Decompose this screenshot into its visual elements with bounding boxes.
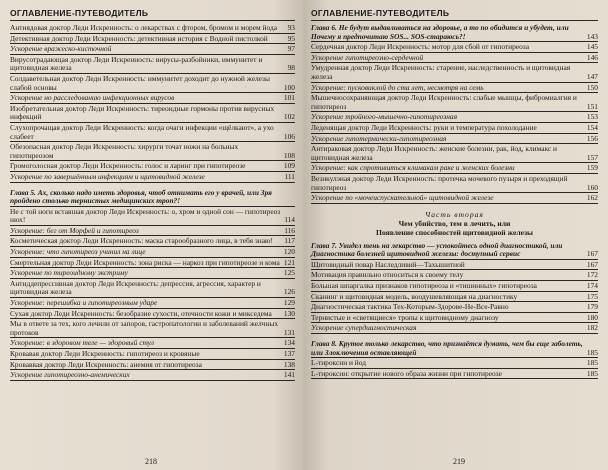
toc-entry xyxy=(10,35,295,45)
toc-entry-page: 179 xyxy=(586,302,598,312)
toc-entry-title: Смертельная доктор Леди Искренность: зона риска — наркоз при гипотиреозе и кома xyxy=(10,257,280,267)
toc-entry xyxy=(311,94,598,112)
toc-entry xyxy=(10,94,295,104)
toc-entry-title: Умудренная доктор Леди Искренность: старение, наследственность и щитовидная железа xyxy=(311,63,571,81)
toc-entry xyxy=(311,113,598,123)
toc-entry-title: Антиядовая доктор Леди Искренность: о лекарствах с фтором, бромом и морем йода xyxy=(10,23,278,32)
toc-entry xyxy=(311,340,598,358)
toc-entry-page: 167 xyxy=(586,259,598,269)
toc-entry-page: 167 xyxy=(586,249,598,259)
toc-entry-title: Ускорение: перешибка и гипотиреозным ударе xyxy=(10,298,158,308)
toc-entry xyxy=(10,248,295,258)
toc-entry-title: Кроваввая доктор Леди Искренность: анемия от гипотиреоза xyxy=(10,359,202,369)
toc-entry xyxy=(10,310,295,320)
toc-entry xyxy=(10,237,295,247)
toc-entry-page: 126 xyxy=(283,287,295,297)
toc-entry xyxy=(10,143,295,161)
toc-entry-title: L-тироксин и йод xyxy=(311,358,366,368)
toc-entry xyxy=(311,164,598,174)
toc-entry-page: 172 xyxy=(586,270,598,280)
toc-entry-title: Мышечносохраняющая доктор Леди Искренность: слабые мышцы, фибромиалгия и гипотиреоз xyxy=(311,93,577,111)
toc-entry-title: Глава 8. Крутое только лекарство, что признаётся думать, чем бы еще заболеть, или Злоключения оставляющей xyxy=(311,339,583,357)
toc-entry xyxy=(10,227,295,237)
toc-entry xyxy=(10,162,295,172)
toc-entry-title: Ускорение вражеско-кисточной xyxy=(10,44,112,54)
toc-entry xyxy=(311,194,598,204)
page-header-right: ОГЛАВЛЕНИЕ-ПУТЕВОДИТЕЛЬ xyxy=(311,8,598,21)
toc-entry-title: Сканинг и щитовидная модель, воодушевляющая на диагностику xyxy=(311,291,518,301)
toc-entry-title: Ускорение: бег от Морфей и гипотиреоз xyxy=(10,225,139,235)
toc-entry xyxy=(10,361,295,371)
toc-entry xyxy=(311,124,598,134)
toc-entry xyxy=(10,45,295,55)
toc-entry xyxy=(311,314,598,324)
toc-entry xyxy=(311,84,598,94)
toc-entry-title: Мы в ответе за тех, кого лечили от запоров, гастропатологии и заболеваний желчных протоков xyxy=(10,319,279,337)
toc-entry-page: 185 xyxy=(586,368,598,378)
toc-entry-page: 106 xyxy=(283,131,295,141)
toc-entry-title: Глава 7. Увидел тень на лекарство — успокойтесь одной диагностикой, или Диагностика болезней щитовидной железы: доступный сервис xyxy=(311,240,563,259)
toc-entry-page: 125 xyxy=(283,268,295,278)
toc-entry-page: 134 xyxy=(283,338,295,348)
toc-entry-page: 159 xyxy=(586,163,598,173)
toc-entry-title: Солдаветельная доктор Леди Искренность: иммунитет доходит до нужной железы слабой основы xyxy=(10,73,270,92)
toc-entry-page: 175 xyxy=(586,291,598,301)
toc-entry xyxy=(311,54,598,64)
toc-list-left xyxy=(10,24,295,381)
toc-entry-page: 131 xyxy=(283,327,295,337)
toc-entry-page: 95 xyxy=(287,33,295,43)
toc-entry-page: 180 xyxy=(586,312,598,322)
toc-entry xyxy=(10,208,295,226)
toc-entry-title: Ускорение: пусковиклой до ста лет, несмотря на семь xyxy=(311,82,484,92)
toc-entry-title: Ускорение гипотиреозно-сердечной xyxy=(311,52,424,62)
toc-entry-page: 156 xyxy=(586,133,598,143)
toc-entry-title: Щитовидный повар Наследливий—Тахышитной xyxy=(311,259,465,269)
toc-entry-page: 98 xyxy=(287,63,295,73)
toc-entry xyxy=(10,173,295,183)
toc-entry-page: 154 xyxy=(586,122,598,132)
part-heading: Появление способностей щитовидной железы xyxy=(376,227,533,237)
toc-entry-title: Антиддепрессивная доктор Леди Искренность: депрессия, агрессия, характер и щитовидная железа xyxy=(10,278,261,297)
toc-entry-title: Глава 5. Ах, сколько надо иметь здоровья, чтоб отнимать его у врачей, или Зря пройдено столько тернистых медицинских троп?! xyxy=(10,187,272,206)
toc-entry xyxy=(311,242,598,260)
toc-entry xyxy=(311,293,598,303)
toc-entry-title: Косметическая доктор Леди Искренность: маска старообразного лица, в тебя знаю! xyxy=(10,236,273,246)
toc-entry xyxy=(10,350,295,360)
toc-entry-page: 109 xyxy=(283,161,295,171)
toc-entry xyxy=(311,135,598,145)
toc-entry-title: Детективная доктор Леди Искренность: детективная история с Водной пистолкой xyxy=(10,33,268,43)
toc-entry-title: Тернистые и «светящиеся» тропы к щитовидному диагнозу xyxy=(311,312,499,322)
toc-entry-page: 185 xyxy=(586,347,598,357)
toc-entry xyxy=(311,64,598,82)
toc-entry-page: 101 xyxy=(283,93,295,103)
toc-entry-page: 185 xyxy=(586,358,598,368)
toc-entry-title: Обезопасная доктор Леди Искренность: хирурги точат ножи на больных гипотиреозом xyxy=(10,142,239,160)
toc-entry-page: 100 xyxy=(283,82,295,92)
toc-entry-title: Большая шпаргалка признаков гипотиреоза и «тишинных» гипотиреоза xyxy=(311,281,537,291)
toc-entry-title: Антираковая доктор Леди Искренность: женские болезни, рак, йод, климакс и щитовидная железа xyxy=(311,144,557,162)
toc-entry xyxy=(311,261,598,271)
toc-entry-page: 129 xyxy=(283,298,295,308)
toc-entry-title: Ускорение: в здоровом теле — здоровый стул xyxy=(10,338,154,348)
toc-entry-title: Кровавая доктор Леди Искренность: гипотиреоз и кровяные xyxy=(10,349,200,358)
toc-entry xyxy=(311,303,598,313)
toc-entry-title: Громоголосная доктор Леди Искренность: голос и ларинг при гипотиреозе xyxy=(10,161,246,171)
toc-entry-page: 143 xyxy=(586,31,598,41)
toc-entry xyxy=(10,320,295,338)
page-number-left: 218 xyxy=(145,457,157,466)
toc-entry-page: 114 xyxy=(284,215,295,225)
toc-entry-page: 147 xyxy=(586,71,598,81)
toc-entry-title: Глава 6. Не будут выдавливаться на здоровье, а то по обидится и убудет, или Почему я предпочитаю SOS... SOS-стараюсь?! xyxy=(311,23,569,41)
toc-entry-title: Ускорение по «мочеиспускательной» щитовидной железе xyxy=(311,193,494,203)
toc-entry-title: Везикулэная доктор Леди Искренность: протечка мочевого пузыря и преходящий гипотиреоз xyxy=(311,173,568,192)
toc-entry-title: Ускорение гипотермически-гипотиреозная xyxy=(311,133,447,143)
toc-entry-title: Не с той ноги вставшая доктор Леди Искренность: о, хром и одной сон — гипотиреоз нюх! xyxy=(10,206,281,225)
toc-entry xyxy=(10,56,295,74)
toc-entry xyxy=(311,271,598,281)
toc-entry xyxy=(311,43,598,53)
toc-entry-title: Диагностическая тактика Тех-Которым-Здорове-Не-Все-Равно xyxy=(311,302,509,312)
toc-entry-page: 137 xyxy=(283,349,295,358)
toc-entry xyxy=(311,370,598,380)
toc-entry xyxy=(10,105,295,123)
toc-entry-title: Ускорение супердиагностическая xyxy=(311,323,417,333)
left-page xyxy=(0,0,303,470)
toc-entry-page: 117 xyxy=(284,236,295,246)
toc-entry-page: 145 xyxy=(586,42,598,52)
toc-entry xyxy=(10,339,295,349)
toc-entry xyxy=(311,359,598,369)
toc-entry-page: 121 xyxy=(283,257,295,267)
toc-entry-page: 153 xyxy=(586,112,598,122)
toc-entry-page: 150 xyxy=(586,82,598,92)
toc-entry-page: 111 xyxy=(284,171,295,181)
toc-entry-title: Сердечная доктор Леди Искренность: мотор для сбой от гипотиреоза xyxy=(311,42,529,52)
toc-entry-page: 102 xyxy=(283,112,295,122)
toc-entry xyxy=(10,75,295,93)
toc-entry xyxy=(10,124,295,142)
toc-entry-title: Ускорение: что гипотиреоз учинил на лице xyxy=(10,247,146,257)
toc-entry xyxy=(311,145,598,163)
part-heading: Чем убийство, тем в лечить, или xyxy=(398,218,511,228)
part-heading: Часть вторая xyxy=(425,209,484,219)
toc-entry-page: 97 xyxy=(287,44,295,54)
toc-entry xyxy=(311,282,598,292)
toc-entry-title: Сухая доктор Леди Искренность: безобразие сухости, отечности кожи и микседема xyxy=(10,308,272,318)
right-page xyxy=(303,0,608,470)
toc-entry-title: Мотивация правильно относиться к своему телу xyxy=(311,270,464,280)
toc-entry-title: Ускорение тройного-мышечно-гипотиреозная xyxy=(311,112,458,122)
toc-entry-page: 151 xyxy=(586,101,598,111)
toc-list-right xyxy=(311,24,598,379)
toc-entry-title: Ускорение по тиреоидному экстриму xyxy=(10,268,128,278)
toc-entry xyxy=(10,269,295,279)
toc-entry xyxy=(10,299,295,309)
toc-entry-page: 157 xyxy=(586,152,598,162)
toc-entry-title: Леденящая доктор Леди Искренность: руки и температура похолодание xyxy=(311,122,537,132)
toc-entry xyxy=(311,175,598,193)
toc-entry-page: 108 xyxy=(283,150,295,160)
toc-entry-page: 160 xyxy=(586,182,598,192)
toc-entry xyxy=(10,189,295,207)
toc-entry-title: Изобретательная доктор Леди Искренность: тиреоидные гормоны против вирусных инфекций xyxy=(10,103,275,122)
toc-entry-page: 141 xyxy=(283,370,295,380)
toc-entry-page: 130 xyxy=(283,308,295,318)
toc-entry-title: Вирусотрадающая доктор Леди Искренность: вирусы-разбойники, иммунитет и щитовидная железа xyxy=(10,54,263,73)
toc-entry-title: Ускорение: как спротивиться климакам раке и женских болезни xyxy=(311,163,515,173)
toc-entry-page: 182 xyxy=(586,323,598,333)
toc-entry-page: 162 xyxy=(586,193,598,203)
toc-entry xyxy=(10,280,295,298)
toc-entry xyxy=(311,324,598,334)
toc-entry-title: Слухопрочащая доктор Леди Искренность: когда очаги инфекции «щёлкают», а ухо слабеет xyxy=(10,122,274,141)
page-header-left: ОГЛАВЛЕНИЕ-ПУТЕВОДИТЕЛЬ xyxy=(10,8,295,21)
page-number-right: 219 xyxy=(453,457,465,466)
toc-entry xyxy=(311,24,598,42)
toc-entry-title: L-тироксин: открытие нового образа жизни при гипотиреозе xyxy=(311,368,502,378)
toc-entry-page: 93 xyxy=(287,23,295,32)
toc-entry-title: Ускорение по завершённым инфекциям и щитовидной железе xyxy=(10,171,205,181)
toc-entry xyxy=(10,259,295,269)
toc-entry-page: 174 xyxy=(586,281,598,291)
toc-entry-title: Ускорение гипотиреозно-анемических xyxy=(10,370,130,380)
toc-entry-page: 116 xyxy=(284,225,295,235)
toc-entry-page: 146 xyxy=(586,52,598,62)
toc-entry-page: 120 xyxy=(283,247,295,257)
toc-entry xyxy=(10,24,295,34)
toc-entry-page: 138 xyxy=(283,359,295,369)
toc-entry xyxy=(10,371,295,381)
toc-entry-title: Ускорение но расследованию инфекционных вирусов xyxy=(10,93,175,103)
